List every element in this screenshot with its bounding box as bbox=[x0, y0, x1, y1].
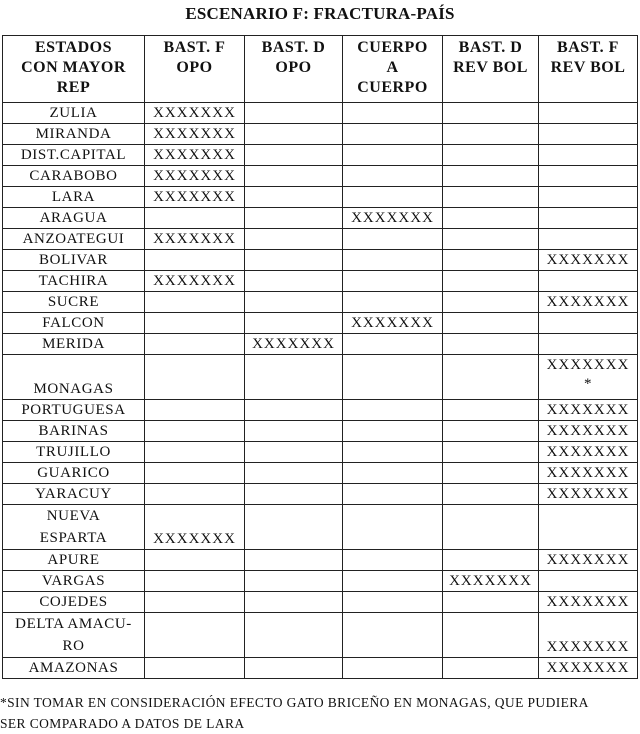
page-title: ESCENARIO F: FRACTURA-PAÍS bbox=[185, 4, 455, 23]
scenario-cell bbox=[145, 613, 245, 658]
scenario-cell bbox=[443, 400, 539, 421]
scenario-cell bbox=[343, 421, 443, 442]
state-name-cell bbox=[3, 442, 145, 463]
state-name-line: NUEVA bbox=[46, 508, 101, 524]
scenario-cell bbox=[145, 484, 245, 505]
mark-text: XXXXXXX bbox=[546, 594, 630, 610]
footnote-line-1: *SIN TOMAR EN CONSIDERACIÓN EFECTO GATO BRICEÑO EN MONAGAS, QUE PUDIERA bbox=[0, 695, 589, 710]
state-name-line: ESPARTA bbox=[39, 530, 108, 546]
scenario-cell bbox=[245, 463, 343, 484]
scenario-cell bbox=[245, 421, 343, 442]
mark-text: XXXXXXX bbox=[546, 486, 630, 502]
scenario-cell bbox=[539, 355, 638, 400]
scenario-cell bbox=[245, 592, 343, 613]
scenario-cell bbox=[245, 613, 343, 658]
table-row bbox=[3, 334, 638, 355]
footnote-marker: * bbox=[583, 376, 593, 392]
state-name-cell bbox=[3, 463, 145, 484]
scenario-cell bbox=[145, 658, 245, 679]
state-name-cell bbox=[3, 313, 145, 334]
scenario-cell bbox=[443, 292, 539, 313]
state-name: VARGAS bbox=[41, 573, 106, 589]
table-row bbox=[3, 145, 638, 166]
scenario-cell bbox=[145, 550, 245, 571]
scenario-cell bbox=[539, 334, 638, 355]
scenario-cell bbox=[145, 463, 245, 484]
scenario-cell bbox=[539, 271, 638, 292]
scenario-cell bbox=[145, 145, 245, 166]
table-row bbox=[3, 292, 638, 313]
header-line: ESTADOS bbox=[34, 39, 112, 56]
scenario-cell bbox=[539, 613, 638, 658]
scenario-cell bbox=[245, 103, 343, 124]
table-row bbox=[3, 484, 638, 505]
mark-text: XXXXXXX bbox=[546, 444, 630, 460]
state-name: YARACUY bbox=[35, 486, 112, 502]
table-row bbox=[3, 313, 638, 334]
mark-text: XXXXXXX bbox=[546, 465, 630, 481]
scenario-cell bbox=[539, 592, 638, 613]
mark-text: XXXXXXX bbox=[546, 660, 630, 676]
scenario-cell bbox=[343, 355, 443, 400]
header-line: REP bbox=[56, 79, 91, 96]
scenario-cell bbox=[443, 484, 539, 505]
column-header-2 bbox=[245, 36, 343, 103]
scenario-table bbox=[2, 35, 638, 679]
scenario-cell bbox=[539, 505, 638, 550]
scenario-cell bbox=[245, 400, 343, 421]
scenario-cell bbox=[245, 145, 343, 166]
header-line: REV BOL bbox=[453, 59, 528, 76]
scenario-cell bbox=[245, 334, 343, 355]
scenario-cell bbox=[343, 571, 443, 592]
scenario-cell bbox=[145, 355, 245, 400]
scenario-cell bbox=[145, 124, 245, 145]
scenario-cell bbox=[443, 166, 539, 187]
state-name: DIST.CAPITAL bbox=[20, 147, 127, 163]
scenario-cell bbox=[145, 442, 245, 463]
scenario-cell bbox=[443, 613, 539, 658]
scenario-cell bbox=[443, 442, 539, 463]
scenario-cell bbox=[539, 250, 638, 271]
state-name: CARABOBO bbox=[29, 168, 118, 184]
mark-text: XXXXXXX bbox=[546, 639, 630, 655]
scenario-cell bbox=[245, 271, 343, 292]
scenario-cell bbox=[343, 400, 443, 421]
state-name-cell bbox=[3, 124, 145, 145]
scenario-cell bbox=[245, 484, 343, 505]
scenario-cell bbox=[539, 166, 638, 187]
scenario-cell bbox=[343, 271, 443, 292]
scenario-cell bbox=[443, 505, 539, 550]
state-name: ANZOATEGUI bbox=[22, 231, 125, 247]
scenario-cell bbox=[343, 103, 443, 124]
table-row bbox=[3, 463, 638, 484]
mark-text: XXXXXXX bbox=[449, 573, 532, 589]
header-row bbox=[3, 36, 638, 103]
scenario-cell bbox=[539, 484, 638, 505]
header-line: A bbox=[386, 59, 399, 76]
mark-text: XXXXXXX bbox=[546, 294, 630, 310]
scenario-cell bbox=[145, 592, 245, 613]
state-name: SUCRE bbox=[47, 294, 100, 310]
state-name-cell bbox=[3, 145, 145, 166]
table-row bbox=[3, 550, 638, 571]
state-name-line: RO bbox=[62, 638, 85, 654]
scenario-cell bbox=[443, 550, 539, 571]
state-name: GUARICO bbox=[37, 465, 110, 481]
table-row bbox=[3, 592, 638, 613]
scenario-cell bbox=[443, 355, 539, 400]
state-name: ARAGUA bbox=[39, 210, 108, 226]
header-line: BAST. F bbox=[557, 39, 619, 56]
table-body bbox=[3, 103, 638, 679]
scenario-cell bbox=[539, 145, 638, 166]
mark-text: XXXXXXX bbox=[153, 531, 236, 547]
scenario-cell bbox=[245, 313, 343, 334]
header-line: OPO bbox=[275, 59, 312, 76]
header-line: CUERPO bbox=[357, 79, 428, 96]
scenario-cell bbox=[245, 229, 343, 250]
mark-text: XXXXXXX bbox=[546, 357, 630, 373]
scenario-cell bbox=[443, 658, 539, 679]
scenario-cell bbox=[443, 592, 539, 613]
column-header-5 bbox=[539, 36, 638, 103]
state-name-cell bbox=[3, 292, 145, 313]
state-name: AMAZONAS bbox=[28, 660, 119, 676]
scenario-cell bbox=[343, 313, 443, 334]
scenario-cell bbox=[145, 166, 245, 187]
table-row bbox=[3, 187, 638, 208]
column-header-0 bbox=[3, 36, 145, 103]
scenario-cell bbox=[145, 250, 245, 271]
state-name: LARA bbox=[51, 189, 96, 205]
scenario-cell bbox=[145, 505, 245, 550]
scenario-cell bbox=[145, 208, 245, 229]
scenario-cell bbox=[443, 124, 539, 145]
state-name: PORTUGUESA bbox=[21, 402, 126, 418]
state-name: MONAGAS bbox=[33, 381, 114, 397]
state-name-cell bbox=[3, 271, 145, 292]
scenario-cell bbox=[245, 505, 343, 550]
scenario-cell bbox=[539, 463, 638, 484]
scenario-cell bbox=[343, 124, 443, 145]
scenario-cell bbox=[539, 550, 638, 571]
state-name-cell bbox=[3, 658, 145, 679]
state-name-cell bbox=[3, 166, 145, 187]
state-name: TRUJILLO bbox=[36, 444, 111, 460]
scenario-cell bbox=[343, 292, 443, 313]
scenario-cell bbox=[343, 187, 443, 208]
scenario-cell bbox=[343, 166, 443, 187]
scenario-cell bbox=[245, 442, 343, 463]
scenario-cell bbox=[539, 421, 638, 442]
header-line: CON MAYOR bbox=[21, 59, 126, 76]
state-name-cell bbox=[3, 484, 145, 505]
scenario-cell bbox=[245, 250, 343, 271]
mark-text: XXXXXXX bbox=[153, 126, 236, 142]
scenario-cell bbox=[145, 571, 245, 592]
state-name: MERIDA bbox=[42, 336, 105, 352]
scenario-cell bbox=[343, 208, 443, 229]
scenario-cell bbox=[443, 250, 539, 271]
mark-text: XXXXXXX bbox=[153, 231, 236, 247]
scenario-cell bbox=[245, 355, 343, 400]
state-name: TACHIRA bbox=[38, 273, 109, 289]
scenario-cell bbox=[343, 505, 443, 550]
scenario-cell bbox=[443, 571, 539, 592]
state-name: MIRANDA bbox=[35, 126, 112, 142]
state-name-cell bbox=[3, 505, 145, 550]
scenario-cell bbox=[539, 658, 638, 679]
scenario-cell bbox=[443, 208, 539, 229]
header-line: BAST. D bbox=[458, 39, 523, 56]
scenario-cell bbox=[443, 421, 539, 442]
scenario-cell bbox=[343, 613, 443, 658]
scenario-cell bbox=[245, 658, 343, 679]
state-name: BOLIVAR bbox=[39, 252, 108, 268]
mark-text: XXXXXXX bbox=[153, 147, 236, 163]
mark-text: XXXXXXX bbox=[252, 336, 335, 352]
state-name: COJEDES bbox=[39, 594, 108, 610]
scenario-cell bbox=[343, 229, 443, 250]
table-row bbox=[3, 229, 638, 250]
scenario-cell bbox=[443, 187, 539, 208]
mark-text: XXXXXXX bbox=[153, 105, 236, 121]
scenario-cell bbox=[245, 187, 343, 208]
header-line: BAST. D bbox=[261, 39, 326, 56]
table-row bbox=[3, 571, 638, 592]
header-line: OPO bbox=[176, 59, 213, 76]
mark-text: XXXXXXX bbox=[546, 402, 630, 418]
scenario-cell bbox=[145, 421, 245, 442]
footnote-line-2: SER COMPARADO A DATOS DE LARA bbox=[0, 716, 245, 731]
table-row bbox=[3, 658, 638, 679]
scenario-cell bbox=[539, 400, 638, 421]
state-name-cell bbox=[3, 103, 145, 124]
scenario-cell bbox=[245, 571, 343, 592]
scenario-cell bbox=[343, 145, 443, 166]
scenario-cell bbox=[539, 124, 638, 145]
state-name-cell bbox=[3, 187, 145, 208]
state-name: BARINAS bbox=[38, 423, 109, 439]
scenario-cell bbox=[145, 313, 245, 334]
scenario-cell bbox=[343, 550, 443, 571]
scenario-cell bbox=[539, 187, 638, 208]
scenario-cell bbox=[343, 484, 443, 505]
scenario-cell bbox=[145, 271, 245, 292]
table-row bbox=[3, 124, 638, 145]
state-name: APURE bbox=[47, 552, 100, 568]
table-row bbox=[3, 505, 638, 550]
scenario-cell bbox=[443, 313, 539, 334]
mark-text: XXXXXXX bbox=[153, 189, 236, 205]
table-row bbox=[3, 208, 638, 229]
scenario-cell bbox=[539, 208, 638, 229]
table-row bbox=[3, 355, 638, 400]
scenario-cell bbox=[443, 334, 539, 355]
table-row bbox=[3, 442, 638, 463]
state-name-cell bbox=[3, 208, 145, 229]
scenario-cell bbox=[539, 442, 638, 463]
scenario-cell bbox=[443, 145, 539, 166]
scenario-cell bbox=[443, 229, 539, 250]
scenario-cell bbox=[539, 103, 638, 124]
scenario-cell bbox=[145, 334, 245, 355]
state-name-line: DELTA AMACU- bbox=[15, 616, 132, 632]
table-row bbox=[3, 613, 638, 658]
scenario-cell bbox=[245, 550, 343, 571]
scenario-cell bbox=[539, 292, 638, 313]
scenario-cell bbox=[343, 592, 443, 613]
scenario-cell bbox=[245, 124, 343, 145]
column-header-3 bbox=[343, 36, 443, 103]
scenario-cell bbox=[539, 571, 638, 592]
scenario-cell bbox=[145, 400, 245, 421]
scenario-cell bbox=[145, 187, 245, 208]
scenario-cell bbox=[343, 463, 443, 484]
scenario-cell bbox=[343, 658, 443, 679]
scenario-cell bbox=[145, 229, 245, 250]
scenario-cell bbox=[145, 292, 245, 313]
state-name: FALCON bbox=[42, 315, 105, 331]
scenario-cell bbox=[245, 208, 343, 229]
scenario-cell bbox=[245, 292, 343, 313]
table-row bbox=[3, 400, 638, 421]
state-name-cell bbox=[3, 334, 145, 355]
header-line: BAST. F bbox=[163, 39, 226, 56]
header-line: CUERPO bbox=[357, 39, 428, 56]
scenario-cell bbox=[343, 442, 443, 463]
column-header-4 bbox=[443, 36, 539, 103]
scenario-cell bbox=[343, 334, 443, 355]
table-row bbox=[3, 250, 638, 271]
state-name: ZULIA bbox=[49, 105, 98, 121]
state-name-cell bbox=[3, 571, 145, 592]
table-row bbox=[3, 103, 638, 124]
scenario-cell bbox=[343, 250, 443, 271]
state-name-cell bbox=[3, 400, 145, 421]
state-name-cell bbox=[3, 421, 145, 442]
state-name-cell bbox=[3, 592, 145, 613]
mark-text: XXXXXXX bbox=[351, 210, 434, 226]
scenario-cell bbox=[539, 229, 638, 250]
scenario-cell bbox=[145, 103, 245, 124]
state-name-cell bbox=[3, 229, 145, 250]
scenario-cell bbox=[245, 166, 343, 187]
scenario-cell bbox=[443, 463, 539, 484]
footnote bbox=[0, 692, 640, 734]
state-name-cell bbox=[3, 250, 145, 271]
table-row bbox=[3, 271, 638, 292]
column-header-1 bbox=[145, 36, 245, 103]
mark-text: XXXXXXX bbox=[153, 168, 236, 184]
mark-text: XXXXXXX bbox=[351, 315, 434, 331]
header-line: REV BOL bbox=[550, 59, 626, 76]
mark-text: XXXXXXX bbox=[153, 273, 236, 289]
state-name-cell bbox=[3, 355, 145, 400]
scenario-cell bbox=[539, 313, 638, 334]
mark-text: XXXXXXX bbox=[546, 252, 630, 268]
table-row bbox=[3, 421, 638, 442]
scenario-cell bbox=[443, 103, 539, 124]
state-name-cell bbox=[3, 550, 145, 571]
mark-text: XXXXXXX bbox=[546, 552, 630, 568]
state-name-cell bbox=[3, 613, 145, 658]
table-row bbox=[3, 166, 638, 187]
mark-text: XXXXXXX bbox=[546, 423, 630, 439]
scenario-cell bbox=[443, 271, 539, 292]
